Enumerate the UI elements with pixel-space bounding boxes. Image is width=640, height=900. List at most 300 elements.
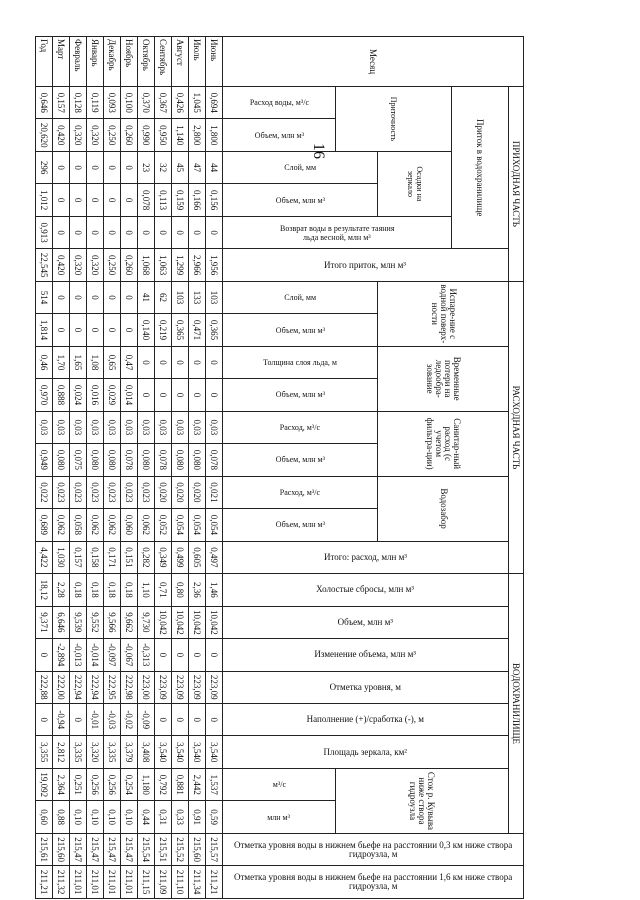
table-cell: 0,251 — [70, 768, 87, 800]
header-level-mark: Отметка уровня, м — [223, 671, 509, 703]
reservoir-water-balance-table-wrapper — [39, 36, 524, 898]
table-cell: 3,335 — [70, 736, 87, 768]
table-cell: 0 — [155, 216, 172, 248]
table-cell: 211,34 — [189, 866, 206, 898]
table-cell: 0,020 — [189, 476, 206, 508]
table-cell: 223,09 — [206, 671, 223, 703]
table-cell: 222,88 — [36, 671, 53, 703]
table-cell: 0,18 — [104, 574, 121, 606]
table-cell: 0,367 — [155, 87, 172, 119]
table-cell: 0,03 — [155, 411, 172, 443]
table-cell: 0 — [36, 704, 53, 736]
table-cell: 0 — [53, 151, 70, 183]
month-cell: Ноябрь — [121, 37, 138, 87]
month-cell: Март — [53, 37, 70, 87]
header-flow: Расход воды, м³/с — [223, 87, 336, 119]
table-cell: 0 — [206, 639, 223, 671]
table-cell: 0,058 — [70, 509, 87, 541]
table-cell: 0 — [121, 281, 138, 313]
table-cell: 0,029 — [104, 379, 121, 411]
table-cell: 0 — [189, 704, 206, 736]
table-cell: 9,552 — [87, 606, 104, 638]
table-cell: -0,09 — [138, 704, 155, 736]
table-cell: -0,313 — [138, 639, 155, 671]
table-cell: 0 — [155, 346, 172, 378]
table-cell: 0,349 — [155, 541, 172, 574]
table-cell: 0,023 — [104, 476, 121, 508]
table-cell: 0,023 — [70, 476, 87, 508]
table-cell: 2,812 — [53, 736, 70, 768]
table-cell: 0,113 — [155, 184, 172, 216]
header-sanitary-volume: Объем, млн м³ — [223, 444, 378, 476]
table-cell: 211,10 — [172, 866, 189, 898]
table-row — [138, 37, 155, 899]
table-cell: 0 — [87, 151, 104, 183]
table-cell: 1,299 — [172, 249, 189, 281]
table-cell: 0,119 — [87, 87, 104, 119]
table-cell: 215,52 — [172, 833, 189, 865]
table-cell: 0 — [87, 314, 104, 346]
table-cell: 0,256 — [104, 768, 121, 800]
group-reservoir: ВОДОХРАНИЛИЩЕ — [509, 574, 524, 834]
table-cell: 22,545 — [36, 249, 53, 281]
table-cell: -0,01 — [87, 704, 104, 736]
table-cell: 211,21 — [206, 866, 223, 898]
header-storage-change: Изменение объема, млн м³ — [223, 639, 509, 671]
table-cell: 0,03 — [36, 411, 53, 443]
table-cell: 0 — [172, 216, 189, 248]
month-cell: Январь — [87, 37, 104, 87]
table-cell: 223,09 — [172, 671, 189, 703]
table-cell: 0,03 — [206, 411, 223, 443]
table-cell: 0 — [121, 151, 138, 183]
table-cell: 0,254 — [121, 768, 138, 800]
table-cell: 0,18 — [70, 574, 87, 606]
table-cell: 0,100 — [121, 87, 138, 119]
table-cell: 0,18 — [87, 574, 104, 606]
table-cell: 0,46 — [36, 346, 53, 378]
month-header: Месяц — [223, 37, 524, 87]
table-cell: 1,65 — [70, 346, 87, 378]
table-cell: 3,540 — [189, 736, 206, 768]
table-cell: 0,156 — [206, 184, 223, 216]
table-cell: 0,990 — [138, 119, 155, 151]
table-cell: 0 — [36, 639, 53, 671]
table-cell: 0 — [87, 184, 104, 216]
table-cell: 0,250 — [104, 249, 121, 281]
table-cell: 6,646 — [53, 606, 70, 638]
table-cell: 211,09 — [155, 866, 172, 898]
table-cell: 0,128 — [70, 87, 87, 119]
table-cell: 1,800 — [206, 119, 223, 151]
table-cell: 0,320 — [87, 119, 104, 151]
table-cell: 0 — [172, 379, 189, 411]
table-cell: 0 — [155, 379, 172, 411]
table-cell: 0 — [87, 216, 104, 248]
table-cell: 222,98 — [121, 671, 138, 703]
header-ice-loss: Временные потери на ледообра-зование — [378, 346, 509, 411]
table-cell: 9,539 — [70, 606, 87, 638]
month-cell: Июнь — [206, 37, 223, 87]
table-cell: 223,09 — [189, 671, 206, 703]
header-precip: Осадки на зеркало — [378, 151, 451, 216]
month-cell: Июль — [189, 37, 206, 87]
table-cell: 211,01 — [121, 866, 138, 898]
table-cell: 0,024 — [70, 379, 87, 411]
table-cell: 0 — [104, 216, 121, 248]
table-cell: 0,023 — [53, 476, 70, 508]
table-cell: 0,151 — [121, 541, 138, 574]
table-cell: 0 — [172, 639, 189, 671]
table-cell: 41 — [138, 281, 155, 313]
table-cell: 10,042 — [189, 606, 206, 638]
table-cell: 211,01 — [87, 866, 104, 898]
table-cell: -0,097 — [104, 639, 121, 671]
table-cell: 32 — [155, 151, 172, 183]
table-cell: 1,030 — [53, 541, 70, 574]
header-mirror-area: Площадь зеркала, км² — [223, 736, 509, 768]
table-cell: 0 — [121, 216, 138, 248]
table-cell: 0 — [104, 151, 121, 183]
table-cell: 0 — [104, 281, 121, 313]
table-cell: 0,022 — [36, 476, 53, 508]
month-cell: Октябрь — [138, 37, 155, 87]
table-cell: 0 — [206, 704, 223, 736]
table-cell: 2,364 — [53, 768, 70, 800]
table-cell: 0,023 — [138, 476, 155, 508]
table-cell: 0,078 — [155, 444, 172, 476]
table-cell: 0 — [206, 216, 223, 248]
table-cell: 0 — [189, 346, 206, 378]
table-cell: 0,014 — [121, 379, 138, 411]
table-cell: 0,023 — [87, 476, 104, 508]
header-level-03: Отметка уровня воды в нижнем бьефе на расстоянии 0,3 км ниже створа гидроузла, м — [223, 833, 524, 865]
table-cell: 0,03 — [138, 411, 155, 443]
table-cell: 0,078 — [138, 184, 155, 216]
table-row — [53, 37, 70, 899]
header-inflow-volume: Объем, млн м³ — [223, 119, 336, 151]
table-cell: 0,365 — [206, 314, 223, 346]
table-cell: 0,062 — [87, 509, 104, 541]
table-cell: 0,080 — [53, 444, 70, 476]
table-cell: 19,092 — [36, 768, 53, 800]
table-cell: 514 — [36, 281, 53, 313]
table-cell: 0 — [70, 281, 87, 313]
table-cell: 0,03 — [172, 411, 189, 443]
table-cell: 0,166 — [189, 184, 206, 216]
header-volume-res: Объем, млн м³ — [223, 606, 509, 638]
table-cell: 0,80 — [172, 574, 189, 606]
table-cell: 296 — [36, 151, 53, 183]
table-cell: 0 — [70, 216, 87, 248]
table-cell: 0,157 — [70, 541, 87, 574]
table-cell: 1,10 — [138, 574, 155, 606]
header-evaporation: Испаре-ние с водной поверх-ности — [378, 281, 509, 346]
table-cell: -0,94 — [53, 704, 70, 736]
page-number: 16 — [310, 143, 327, 159]
table-cell: 1,140 — [172, 119, 189, 151]
header-sanitary: Санитар-ный расход (с учетом фильтра-ции) — [378, 411, 509, 476]
table-cell: 211,21 — [36, 866, 53, 898]
header-evap-volume: Объем, млн м³ — [223, 314, 378, 346]
table-cell: 2,28 — [53, 574, 70, 606]
table-cell: 0,10 — [121, 801, 138, 834]
table-cell: 0,370 — [138, 87, 155, 119]
table-cell: 0,256 — [87, 768, 104, 800]
table-cell: 215,60 — [189, 833, 206, 865]
header-precip-layer: Слой, мм — [223, 151, 378, 183]
table-cell: 215,47 — [104, 833, 121, 865]
header-return-water: Возврат воды в результате таяния льда весной, млн м³ — [223, 216, 452, 248]
table-cell: 9,566 — [104, 606, 121, 638]
header-natural-inflow: Приточность — [336, 87, 452, 152]
header-kuvava-flow: Сток р. Кувыва ниже створа гидроузла — [336, 768, 509, 833]
table-cell: 3,335 — [104, 736, 121, 768]
table-cell: 3,540 — [172, 736, 189, 768]
table-cell: 0,062 — [104, 509, 121, 541]
table-row — [121, 37, 138, 899]
table-cell: 1,068 — [138, 249, 155, 281]
table-cell: 0 — [155, 704, 172, 736]
table-row — [189, 37, 206, 899]
table-cell: 211,01 — [70, 866, 87, 898]
table-cell: 0,365 — [172, 314, 189, 346]
table-cell: 215,54 — [138, 833, 155, 865]
header-sanitary-flow: Расход, м³/с — [223, 411, 378, 443]
table-cell: 0,080 — [104, 444, 121, 476]
table-cell: 0,250 — [104, 119, 121, 151]
table-cell: 1,70 — [53, 346, 70, 378]
table-cell: -2,894 — [53, 639, 70, 671]
table-cell: 0,260 — [121, 249, 138, 281]
table-cell: 0,075 — [70, 444, 87, 476]
table-cell: 222,94 — [70, 671, 87, 703]
table-cell: 103 — [206, 281, 223, 313]
table-cell: 0,792 — [155, 768, 172, 800]
table-cell: 0 — [121, 314, 138, 346]
table-cell: 0,694 — [206, 87, 223, 119]
table-cell: 215,47 — [87, 833, 104, 865]
header-income-total: Итого приток, млн м³ — [223, 249, 509, 281]
table-cell: 0,062 — [138, 509, 155, 541]
table-cell: 45 — [172, 151, 189, 183]
table-row — [36, 37, 53, 899]
table-cell: 0,03 — [87, 411, 104, 443]
month-cell: Август — [172, 37, 189, 87]
table-cell: 0,499 — [172, 541, 189, 574]
table-cell: 211,15 — [138, 866, 155, 898]
table-cell: 0,10 — [70, 801, 87, 834]
table-cell: 0,054 — [189, 509, 206, 541]
table-cell: 1,063 — [155, 249, 172, 281]
table-cell: 211,01 — [104, 866, 121, 898]
table-cell: 0 — [189, 379, 206, 411]
header-idle-discharge: Холостые сбросы, млн м³ — [223, 574, 509, 606]
table-cell: 0,093 — [104, 87, 121, 119]
table-cell: 0,950 — [155, 119, 172, 151]
table-cell: 20,620 — [36, 119, 53, 151]
table-cell: 0 — [172, 704, 189, 736]
table-cell: 0 — [70, 314, 87, 346]
table-cell: 0,31 — [155, 801, 172, 834]
table-cell: 222,00 — [53, 671, 70, 703]
table-cell: 1,08 — [87, 346, 104, 378]
table-cell: 9,371 — [36, 606, 53, 638]
table-cell: 3,355 — [36, 736, 53, 768]
table-cell: 0 — [53, 314, 70, 346]
table-cell: 0,47 — [121, 346, 138, 378]
table-cell: 0 — [206, 379, 223, 411]
table-cell: -0,014 — [87, 639, 104, 671]
table-cell: 3,540 — [155, 736, 172, 768]
table-cell: 44 — [206, 151, 223, 183]
table-cell: 18,12 — [36, 574, 53, 606]
table-cell: 0,88 — [53, 801, 70, 834]
table-cell: 0 — [138, 216, 155, 248]
table-cell: 0,497 — [206, 541, 223, 574]
table-cell: 1,537 — [206, 768, 223, 800]
table-cell: 3,540 — [206, 736, 223, 768]
header-intake-flow: Расход, м³/с — [223, 476, 378, 508]
table-cell: 0,054 — [206, 509, 223, 541]
table-cell: 10,042 — [172, 606, 189, 638]
table-cell: 0,260 — [121, 119, 138, 151]
table-cell: 2,442 — [189, 768, 206, 800]
group-expense: РАСХОДНАЯ ЧАСТЬ — [509, 281, 524, 573]
table-cell: 215,57 — [206, 833, 223, 865]
table-cell: 0 — [121, 184, 138, 216]
table-cell: 0,18 — [121, 574, 138, 606]
table-cell: 1,045 — [189, 87, 206, 119]
header-fill: Наполнение (+)/сработка (-), м — [223, 704, 509, 736]
header-intake-volume: Объем, млн м³ — [223, 509, 378, 541]
table-cell: 103 — [172, 281, 189, 313]
table-cell: 2,800 — [189, 119, 206, 151]
table-cell: 0,420 — [53, 119, 70, 151]
table-cell: 0,078 — [121, 444, 138, 476]
table-cell: 0,913 — [36, 216, 53, 248]
table-cell: 0 — [172, 346, 189, 378]
table-row — [172, 37, 189, 899]
table-cell: 0,080 — [189, 444, 206, 476]
table-cell: 0 — [70, 184, 87, 216]
table-cell: 0 — [104, 314, 121, 346]
table-cell: 215,47 — [121, 833, 138, 865]
table-cell: 0,03 — [104, 411, 121, 443]
table-cell: 0 — [155, 639, 172, 671]
table-cell: 0,158 — [87, 541, 104, 574]
table-row — [206, 37, 223, 899]
table-cell: 0,020 — [172, 476, 189, 508]
group-income: ПРИХОДНАЯ ЧАСТЬ — [509, 87, 524, 282]
table-cell: 0,60 — [36, 801, 53, 834]
table-cell: 0 — [53, 184, 70, 216]
table-cell: 0,020 — [155, 476, 172, 508]
table-cell: 9,662 — [121, 606, 138, 638]
table-cell: 211,32 — [53, 866, 70, 898]
table-cell: 0,03 — [121, 411, 138, 443]
table-cell: 0 — [70, 704, 87, 736]
table-cell: 215,47 — [70, 833, 87, 865]
table-row — [70, 37, 87, 899]
table-cell: 223,09 — [155, 671, 172, 703]
table-cell: 0,159 — [172, 184, 189, 216]
table-cell: 133 — [189, 281, 206, 313]
table-cell: 0,605 — [189, 541, 206, 574]
table-cell: 215,51 — [155, 833, 172, 865]
table-cell: 0,689 — [36, 509, 53, 541]
header-kuvava-m3s: м³/с — [223, 768, 336, 800]
table-cell: 0,949 — [36, 444, 53, 476]
table-cell: 0 — [189, 216, 206, 248]
table-cell: 0 — [53, 216, 70, 248]
table-cell: 0,03 — [70, 411, 87, 443]
table-cell: 3,379 — [121, 736, 138, 768]
table-row — [87, 37, 104, 899]
table-cell: 0,016 — [87, 379, 104, 411]
table-cell: 1,956 — [206, 249, 223, 281]
table-cell: 4,422 — [36, 541, 53, 574]
header-inflow: Приток в водохранилище — [451, 87, 508, 249]
table-cell: 0,060 — [121, 509, 138, 541]
table-cell: 0,10 — [87, 801, 104, 834]
table-cell: 0,03 — [53, 411, 70, 443]
table-cell: 0,080 — [172, 444, 189, 476]
table-cell: 47 — [189, 151, 206, 183]
table-cell: 0,320 — [70, 119, 87, 151]
table-cell: 223,00 — [138, 671, 155, 703]
table-cell: 0 — [70, 151, 87, 183]
table-cell: 0,65 — [104, 346, 121, 378]
table-cell: 0,881 — [172, 768, 189, 800]
table-cell: 0,471 — [189, 314, 206, 346]
table-cell: 0 — [87, 281, 104, 313]
table-cell: 0,021 — [206, 476, 223, 508]
table-cell: 0,970 — [36, 379, 53, 411]
header-precip-volume: Объем, млн м³ — [223, 184, 378, 216]
table-cell: -0,013 — [70, 639, 87, 671]
table-cell: 0,59 — [206, 801, 223, 834]
table-cell: 215,60 — [53, 833, 70, 865]
header-intake: Водозабор — [378, 476, 509, 541]
month-cell: Декабрь — [104, 37, 121, 87]
table-cell: 3,408 — [138, 736, 155, 768]
month-cell: Год — [36, 37, 53, 87]
header-kuvava-mln: млн м³ — [223, 801, 336, 834]
table-cell: 0,33 — [172, 801, 189, 834]
header-evap-layer: Слой, мм — [223, 281, 378, 313]
table-cell: 215,61 — [36, 833, 53, 865]
table-cell: 0,71 — [155, 574, 172, 606]
header-ice-volume: Объем, млн м³ — [223, 379, 378, 411]
table-cell: 0,888 — [53, 379, 70, 411]
table-cell: 0,320 — [87, 249, 104, 281]
table-cell: 0,44 — [138, 801, 155, 834]
table-cell: 1,180 — [138, 768, 155, 800]
table-cell: 0 — [189, 639, 206, 671]
table-cell: 62 — [155, 281, 172, 313]
table-cell: 0,171 — [104, 541, 121, 574]
table-cell: 0,078 — [206, 444, 223, 476]
table-row — [104, 37, 121, 899]
table-cell: 0,219 — [155, 314, 172, 346]
table-cell: 0,91 — [189, 801, 206, 834]
table-cell: 0,054 — [172, 509, 189, 541]
water-balance-table — [35, 36, 524, 899]
table-cell: 0,023 — [121, 476, 138, 508]
table-cell: 0,062 — [53, 509, 70, 541]
table-cell: 0 — [53, 281, 70, 313]
